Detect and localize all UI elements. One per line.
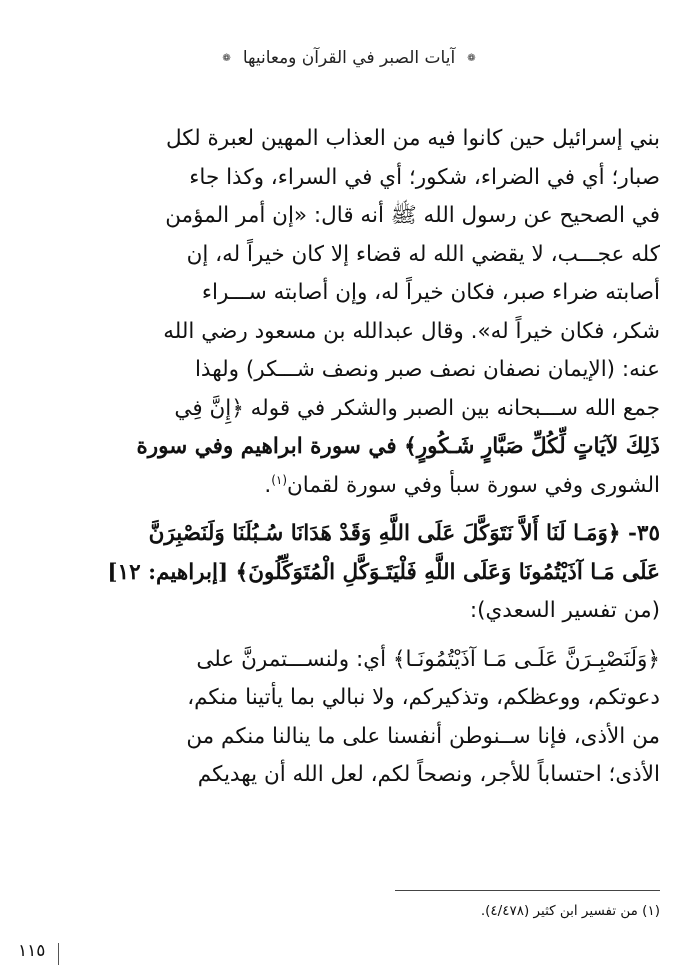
text-line: صبار؛ أي في الضراء، شكور؛ أي في السراء، وكذا جاء [189, 164, 660, 190]
text-line: الأذى؛ احتساباً للأجر، ونصحاً لكم، لعل الله أن يهديكم [197, 762, 660, 787]
paragraph-gap [40, 631, 660, 641]
quran-verse-line: ذَلِكَ لآيَاتٍ لِّكُلِّ صَبَّارٍ شَـكُورٍ﴾ في سورة ابراهيم وفي سورة [136, 434, 660, 459]
line-end: . [264, 472, 272, 498]
quran-verse-line: عَلَى مَـا آذَيْتُمُونَا وَعَلَى اللَّهِ فَلْيَتَـوَكَّلِ الْمُتَوَكِّلُونَ﴾ [إبراهيم: ١٢] [107, 559, 660, 585]
text-line: كله عجـــب، لا يقضي الله له قضاء إلا كان خيراً له، إن [186, 241, 660, 267]
text-line: دعوتكم، ووعظكم، وتذكيركم، ولا نبالي بما يأتينا منكم، [187, 685, 660, 710]
text-line: شكر، فكان خيراً له». وقال عبدالله بن مسعود رضي الله [163, 318, 660, 344]
text-line: جمع الله ســـبحانه بين الصبر والشكر في قوله ﴿إِنَّ فِي [174, 395, 660, 421]
quran-verse-line: ٣٥- ﴿وَمَـا لَنَا أَلاَّ نَتَوَكَّلَ عَلَى اللَّهِ وَقَدْ هَدَانَا سُـبُلَنَا وَلَنَصْبِرَنَّ [148, 521, 660, 546]
text-line-content: الشورى وفي سورة سبأ وفي سورة لقمان [287, 472, 660, 498]
footnote-marker: (١) [271, 472, 288, 487]
text-line: عنه: (الإيمان نصفان نصف صبر ونصف شـــكر) ولهذا [194, 357, 660, 382]
page-number: ١١٥ [18, 941, 46, 961]
ornament-icon: ❁ [222, 52, 231, 64]
text-line: ﴿وَلَنَصْبِـرَنَّ عَلَـى مَـا آذَيْتُمُونَـا﴾ أي: ولنســـتمرنَّ على [196, 646, 660, 672]
text-line: بني إسرائيل حين كانوا فيه من العذاب المهين لعبرة لكل [165, 126, 660, 151]
page-number-divider [58, 943, 59, 965]
text-line [40, 467, 660, 506]
text-line: من الأذى، فإنا ســنوطن أنفسنا على ما ينالنا منكم من [186, 723, 660, 749]
ornament-icon: ❁ [467, 52, 476, 64]
paragraph-gap [40, 505, 660, 515]
footnote-divider [395, 890, 660, 891]
footnote: (١) من تفسير ابن كثير (٤/٤٧٨). [480, 903, 660, 919]
text-line: (من تفسير السعدي): [469, 598, 660, 623]
header-title: آيات الصبر في القرآن ومعانيها [242, 48, 456, 68]
page-body [40, 120, 660, 795]
text-line: أصابته ضراء صبر، فكان خيراً له، وإن أصابته ســـراء [201, 280, 660, 305]
running-header [0, 48, 698, 68]
text-line: في الصحيح عن رسول الله ﷺ أنه قال: «إن أمر المؤمن [165, 203, 660, 228]
